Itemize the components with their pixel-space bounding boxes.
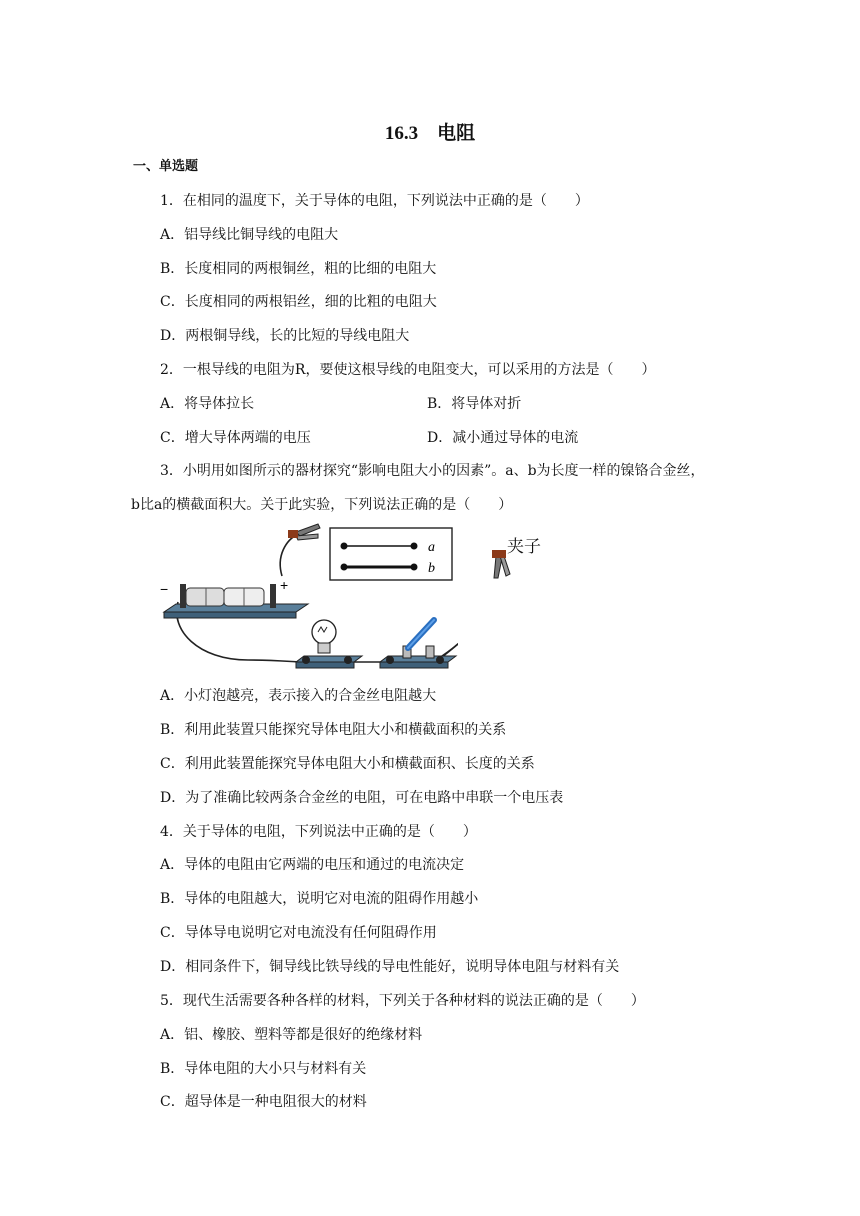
question-5-option-c: C．超导体是一种电阻很大的材料 <box>160 1094 367 1110</box>
switch-icon <box>380 620 456 668</box>
question-4-option-b: B．导体的电阻越大，说明它对电流的阻碍作用越小 <box>160 891 479 907</box>
question-4-option-a: A．导体的电阻由它两端的电压和通过的电流决定 <box>160 857 465 873</box>
bulb-icon <box>296 620 362 668</box>
question-4-option-c: C．导体导电说明它对电流没有任何阻碍作用 <box>160 925 437 941</box>
question-2-stem: 2．一根导线的电阻为R，要使这根导线的电阻变大，可以采用的方法是（ ） <box>160 362 656 378</box>
section-heading: 一、单选题 <box>133 159 199 174</box>
clip-label: 夹子 <box>507 537 541 557</box>
question-1-option-d: D．两根铜导线，长的比短的导线电阻大 <box>160 328 410 344</box>
page-title: 16.3 电阻 <box>384 123 476 144</box>
circuit-figure <box>158 520 458 678</box>
wire-a-label: a <box>428 540 435 555</box>
question-3-option-a: A．小灯泡越亮，表示接入的合金丝电阻越大 <box>160 688 437 704</box>
question-5-stem: 5．现代生活需要各种各样的材料，下列关于各种材料的说法正确的是（ ） <box>160 993 645 1009</box>
question-2-option-d: D．减小通过导体的电流 <box>427 430 579 446</box>
question-5-option-a: A．铝、橡胶、塑料等都是很好的绝缘材料 <box>160 1027 423 1043</box>
question-3-stem-line2: b比a的横截面积大。关于此实验，下列说法正确的是（ ） <box>131 497 513 513</box>
question-2-option-b: B．将导体对折 <box>427 396 522 412</box>
question-2-option-c: C．增大导体两端的电压 <box>160 430 311 446</box>
wire-b-label: b <box>428 561 435 576</box>
wire <box>438 570 458 660</box>
question-1-option-c: C．长度相同的两根铝丝，细的比粗的电阻大 <box>160 294 437 310</box>
plus-label: + <box>280 577 289 593</box>
question-4-stem: 4．关于导体的电阻，下列说法中正确的是（ ） <box>160 824 477 840</box>
question-3-option-d: D．为了准确比较两条合金丝的电阻，可在电路中串联一个电压表 <box>160 790 564 806</box>
question-3-option-b: B．利用此装置只能探究导体电阻大小和横截面积的关系 <box>160 722 507 738</box>
clip-icon <box>288 524 320 540</box>
question-1-stem: 1．在相同的温度下，关于导体的电阻，下列说法中正确的是（ ） <box>160 193 589 209</box>
question-4-option-d: D．相同条件下，铜导线比铁导线的导电性能好，说明导体电阻与材料有关 <box>160 959 620 975</box>
question-2-option-a: A．将导体拉长 <box>160 396 255 412</box>
question-1-option-b: B．长度相同的两根铜丝，粗的比细的电阻大 <box>160 261 437 277</box>
question-5-option-b: B．导体电阻的大小只与材料有关 <box>160 1061 367 1077</box>
question-1-option-a: A．铝导线比铜导线的电阻大 <box>160 227 339 243</box>
minus-label: − <box>160 581 169 597</box>
question-3-option-c: C．利用此装置能探究导体电阻大小和横截面积、长度的关系 <box>160 756 535 772</box>
question-3-stem-line1: 3．小明用如图所示的器材探究“影响电阻大小的因素”。a、b为长度一样的镍铬合金丝， <box>160 463 705 479</box>
wire <box>280 534 298 576</box>
